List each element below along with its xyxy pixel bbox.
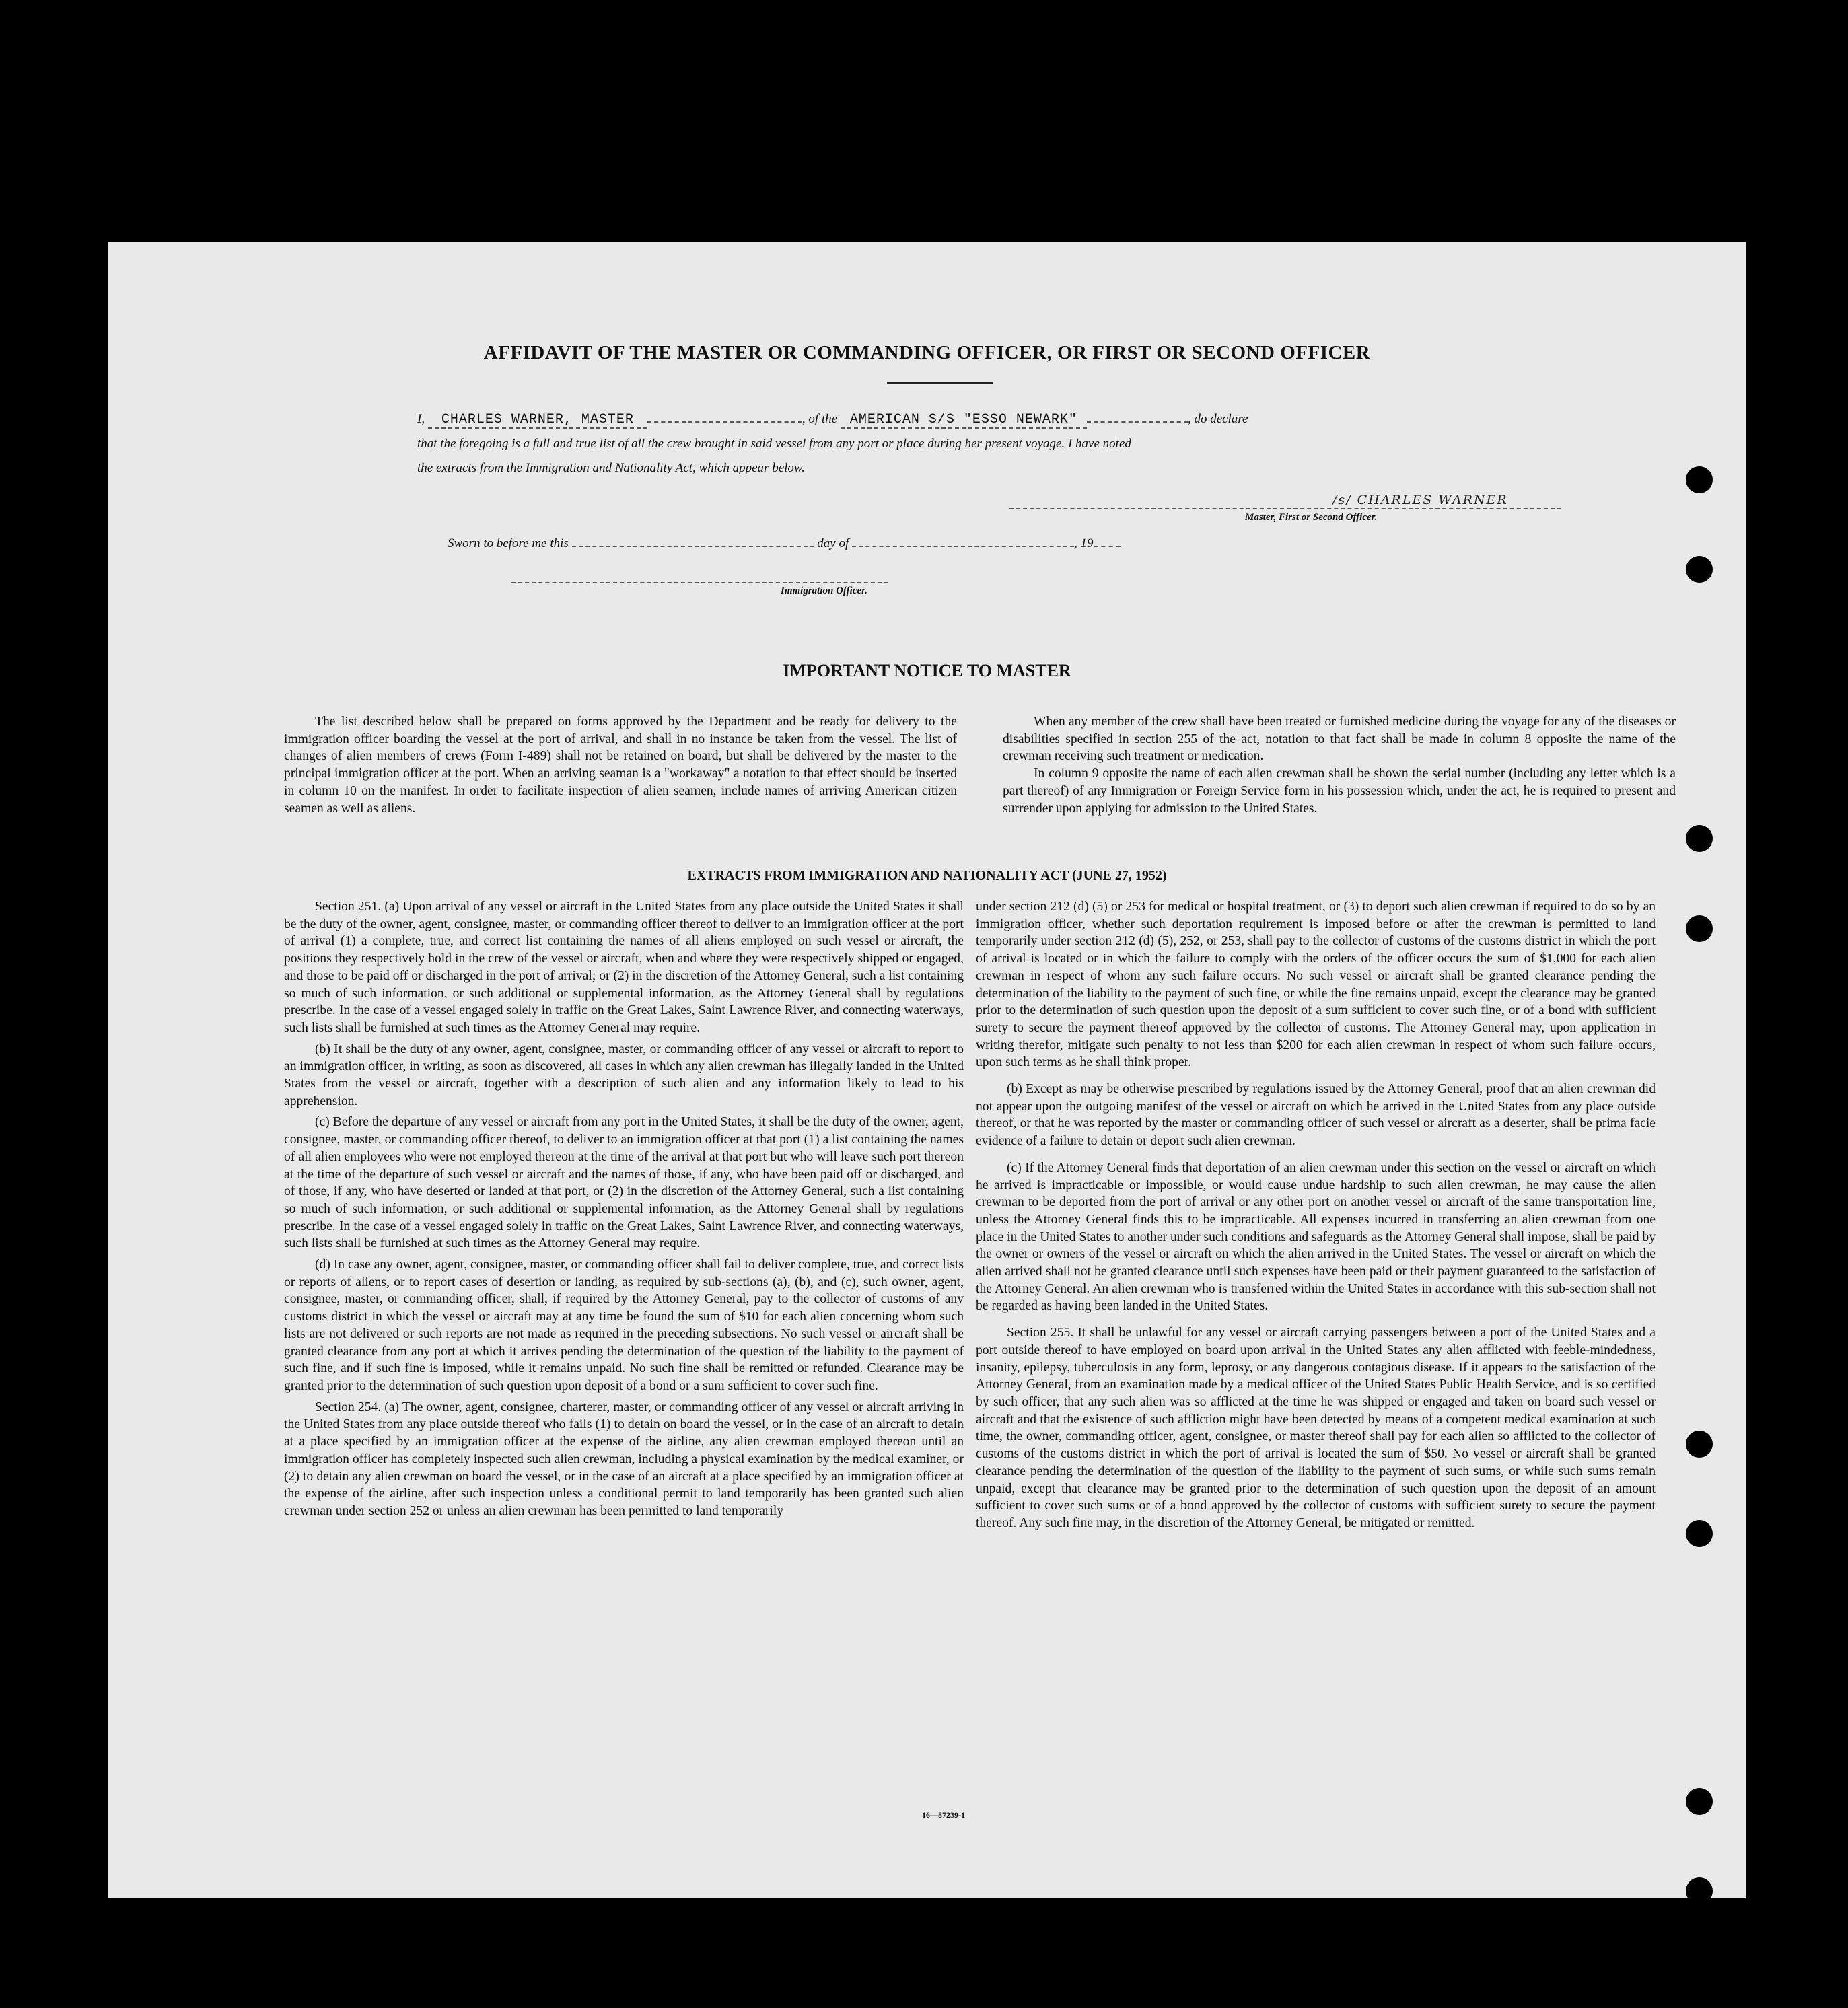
binder-hole	[1686, 1877, 1713, 1904]
vessel-fill	[1087, 410, 1188, 423]
month-fill	[852, 535, 1074, 547]
declaration-line-1	[417, 407, 1576, 432]
notice-left-column	[284, 713, 957, 817]
act-left-column	[284, 898, 964, 1520]
binder-hole	[1686, 1788, 1713, 1815]
master-name: CHARLES WARNER, MASTER	[428, 412, 647, 429]
signature-handwriting: /s/ CHARLES WARNER	[1332, 493, 1508, 507]
immigration-officer-label: Immigration Officer.	[781, 585, 867, 596]
binder-hole	[1686, 1520, 1713, 1547]
sworn-date-fill	[572, 535, 814, 547]
do-declare-label: , do declare	[1187, 412, 1248, 426]
section-251-b: (b) It shall be the duty of any owner, agent, consignee, master, or commanding officer of any vessel or aircraft to report to an immigration officer, in writing, as soon as discovered, all cases in which any alien crewman has illegally landed in the United States from the vessel or aircraft, together with a description of such alien and any information likely to lead to his apprehension.	[284, 1042, 964, 1108]
vessel-name: AMERICAN S/S "ESSO NEWARK"	[841, 412, 1087, 429]
section-254-a: Section 254. (a) The owner, agent, consignee, charterer, master, or commanding officer of any vessel or aircraft arriving in the United States from any place outside thereof who fails (1) to detain on board the vessel, or in the case of an aircraft to detain at a place specified by an immigration officer at the expense of the airline, any alien crewman employed thereon until an immigration officer has completely inspected such alien crewman, including a physical examination by the medical examiner, or (2) to detain any alien crewman on board the vessel, or in the case of an aircraft at a place specified by an immigration officer at the expense of the airline, after such inspection unless a conditional permit to land temporarily has been granted such alien crewman under section 252 or unless an alien crewman has been permitted to land temporarily	[284, 1400, 964, 1518]
notice-left-paragraph: The list described below shall be prepared on forms approved by the Department and be ready for delivery to the immigration officer boarding the vessel at the port of arrival, and shall in no instance be taken from the vessel. The list of changes of alien members of crews (Form I-489) shall not be retained on board, but shall be delivered by the master to the principal immigration officer at the port. When an arriving seaman is a "workaway" a notation to that effect should be inserted in column 10 on the manifest. In order to facilitate inspection of alien seamen, include names of arriving American citizen seamen as well as aliens.	[284, 715, 957, 816]
signature-line	[1009, 508, 1561, 509]
binder-hole	[1686, 1431, 1713, 1458]
notice-right-paragraph-2: In column 9 opposite the name of each alien crewman shall be shown the serial number (including any letter which is a part thereof) of any Immigration or Foreign Service form in his possession which, under the act, he is required to present and surrender upon applying for admission to the United States.	[1003, 766, 1676, 816]
of-the-label: , of the	[802, 412, 838, 426]
notice-title: IMPORTANT NOTICE TO MASTER	[783, 661, 1071, 680]
declaration-line-3: the extracts from the Immigration and Nationality Act, which appear below.	[417, 461, 805, 475]
section-255: Section 255. It shall be unlawful for any vessel or aircraft carrying passengers between a port of the United States and a port outside thereof to have employed on board upon arrival in the United States any alien afflicted with feeble-mindedness, insanity, epilepsy, tuberculosis in any form, leprosy, or any dangerous contagious disease. If it appears to the satisfaction of the Attorney General, from an examination made by a medical officer of the United States Public Health Service, and is so certified by such officer, that any such alien was so afflicted at the time he was shipped or engaged and taken on board such vessel or aircraft and that the existence of such affliction might have been detected by means of a competent medical examination at such time, the owner, commanding officer, agent, consignee, or master thereof shall pay for each alien so afflicted to the collector of customs of the customs district in which the port of arrival is located the sum of $50. No vessel or aircraft shall be granted clearance pending the determination of the question of the liability to the payment of such sums, or while such sums remain unpaid, except that clearance may be granted prior to the determination of such question upon the deposit of an amount sufficient to cover such sums or of a bond approved by the collector of customs with sufficient surety to secure the payment thereof. Any such fine may, in the discretion of the Attorney General, be mitigated or remitted.	[976, 1326, 1656, 1530]
binder-hole	[1686, 825, 1713, 852]
signature-block	[1245, 511, 1377, 524]
title-rule	[887, 382, 993, 384]
section-254-a-cont: under section 212 (d) (5) or 253 for medical or hospital treatment, or (3) to deport such alien crewman if required to do so by an immigration officer, whether such deportation requirement is imposed before or after the crewman is permitted to land temporarily under section 212 (d) (5), 252, or 253, shall pay to the collector of customs of the customs district in which the port of arrival is located or in which the failure to comply with the orders of the officer occurs the sum of $1,000 for each alien crewman in respect of whom any such failure occurs. No such vessel or aircraft shall be granted clearance pending the determination of the liability to the payment of such fine, or while the fine remains unpaid, except the clearance may be granted prior to the determination of such question upon the deposit of a sum sufficient to cover such fine, or of a bond with sufficient surety to secure the payment thereof approved by the collector of customs. The Attorney General may, upon application in writing therefor, mitigate such penalty to not less than $200 for each alien crewman in respect of whom such failure occurs, upon such terms as he shall think proper.	[976, 900, 1656, 1070]
document-page	[108, 242, 1746, 1898]
act-right-column	[976, 898, 1656, 1532]
section-251-c: (c) Before the departure of any vessel or aircraft from any port in the United States, it shall be the duty of the owner, agent, consignee, master, or commanding officer thereof, to deliver to an immigration officer at that port (1) a list containing the names of all alien employees who were not employed thereon at the time of the arrival at that port but who will leave such port thereon at the time of the departure of such vessel or aircraft and the names of those, if any, who have been paid off or discharged, and of those, if any, who have deserted or landed at that port, or (2) in the discretion of the Attorney General, such a list containing so much of such information, or such additional or supplemental information, as the Attorney General shall by regulations prescribe. In the case of a vessel engaged solely in traffic on the Great Lakes, Saint Lawrence River, and connecting waterways, such lists shall be furnished at such times as the Attorney General may require.	[284, 1115, 964, 1251]
section-254-c: (c) If the Attorney General finds that deportation of an alien crewman under this section on the vessel or aircraft on which he arrived is impracticable or impossible, or would cause undue hardship to such alien crewman, he may cause the alien crewman to be deported from the port of arrival or any other port on another vessel or aircraft of the same transportation line, unless the Attorney General finds this to be impracticable. All expenses incurred in transferring an alien crewman from one place in the United States to another under such conditions and safeguards as the Attorney General shall impose, shall be paid by the owner or owners of the vessel or aircraft on which the alien arrived in the United States. The vessel or aircraft on which the alien arrived shall not be granted clearance until such expenses have been paid or their payment guaranteed to the satisfaction of the Attorney General. An alien crewman who is transferred within the United States in accordance with this sub-section shall not be regarded as having been landed in the United States.	[976, 1160, 1656, 1314]
year-fill	[1094, 535, 1121, 547]
sworn-line	[448, 532, 1390, 556]
affidavit-title: AFFIDAVIT OF THE MASTER OR COMMANDING OFFICER, OR FIRST OR SECOND OFFICER	[483, 342, 1371, 363]
binder-hole	[1686, 556, 1713, 583]
binder-hole	[1686, 466, 1713, 493]
day-of-label: day of	[817, 536, 849, 550]
signature-title: Master, First or Second Officer.	[1245, 512, 1378, 523]
section-251-d: (d) In case any owner, agent, consignee, master, or commanding officer shall fail to deliver complete, true, and correct lists or reports of aliens, or to report cases of desertion or landing, as required by sub-sections (a), (b), and (c), such owner, agent, consignee, master, or commanding officer, shall, if required by the Attorney General, pay to the collector of customs of any customs district in which the vessel or aircraft may at any time be found the sum of $10 for each alien concerning whom such lists are not delivered or such reports are not made as required in the preceding subsections. No such vessel or aircraft shall be granted clearance from any port at which it arrives pending the determination of the question of the liability to the payment of such fine, and if such fine is imposed, while it remains unpaid. No such fine shall be remitted or refunded. Clearance may be granted prior to the determination of such question upon deposit of a bond or a sum sufficient to cover such fine.	[284, 1258, 964, 1393]
year-label: , 19	[1074, 536, 1094, 550]
i-label: I,	[417, 412, 425, 426]
name-fill	[647, 410, 802, 423]
declaration-line-2: that the foregoing is a full and true list of all the crew brought in said vessel from any port or place during her present voyage. I have noted	[417, 437, 1131, 451]
sworn-label: Sworn to before me this	[448, 536, 569, 550]
section-251-a: Section 251. (a) Upon arrival of any vessel or aircraft in the United States from any place outside the United States it shall be the duty of the owner, agent, consignee, master, or commanding officer thereof to deliver to an immigration officer at the port of arrival (1) a complete, true, and correct list containing the names of all aliens employed on such vessel or aircraft, the positions they respectively hold in the crew of the vessel or aircraft, when and where they were respectively shipped or engaged, and those to be paid off or discharged in the port of arrival; or (2) in the discretion of the Attorney General, such a list containing so much of such information, or such additional or supplemental information, as the Attorney General shall by regulations prescribe. In the case of a vessel engaged solely in traffic on the Great Lakes, Saint Lawrence River, and connecting waterways, such lists shall be furnished at such times as the Attorney General may require.	[284, 900, 964, 1035]
officer-signature-line	[511, 582, 888, 583]
section-254-b: (b) Except as may be otherwise prescribed by regulations issued by the Attorney General, proof that an alien crewman did not appear upon the outgoing manifest of the vessel or aircraft on which he arrived in the United States from any place outside thereof, or that he was reported by the master or commanding officer of such vessel or aircraft as a deserter, shall be prima facie evidence of a failure to detain or deport such alien crewman.	[976, 1082, 1656, 1149]
form-number: 16—87239-1	[922, 1810, 965, 1820]
extracts-title: EXTRACTS FROM IMMIGRATION AND NATIONALITY ACT (JUNE 27, 1952)	[687, 868, 1167, 883]
notice-right-column	[1003, 713, 1676, 817]
notice-right-paragraph-1: When any member of the crew shall have been treated or furnished medicine during the voyage for any of the diseases or disabilities specified in section 255 of the act, notation to that fact shall be made in column 8 opposite the name of the crewman receiving such treatment or medication.	[1003, 715, 1676, 764]
binder-hole	[1686, 915, 1713, 942]
